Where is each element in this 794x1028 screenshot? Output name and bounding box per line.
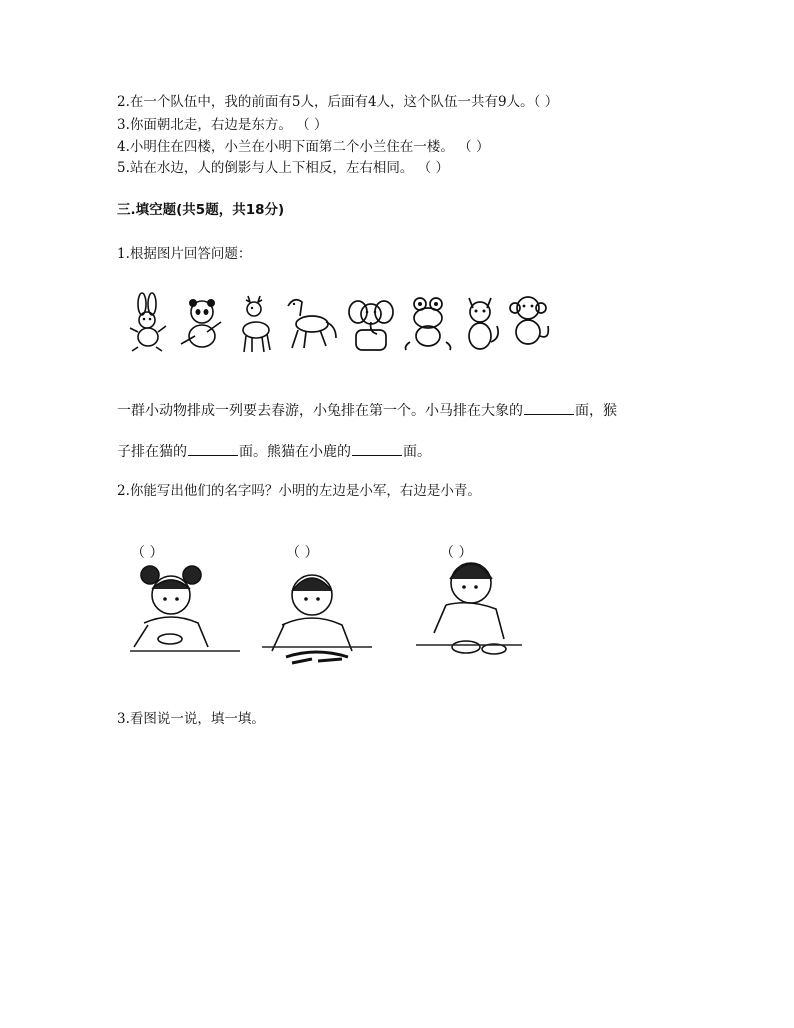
question-1-line-2 [117, 441, 431, 461]
q1-text-c: 子排在猫的 [117, 444, 187, 460]
girl-illustration [130, 555, 240, 665]
question-3-prompt: 3.看图说一说，填一填。 [117, 711, 265, 727]
boy-right-illustration [416, 555, 526, 670]
rabbit-illustration [124, 292, 172, 354]
judgment-item-3: 3.你面朝北走，右边是东方。 （ ） [117, 117, 328, 133]
question-1-prompt: 1.根据图片回答问题： [117, 246, 252, 262]
cat-illustration [457, 292, 503, 354]
horse-illustration [280, 292, 340, 354]
name-paren-right[interactable]: （ ） [440, 545, 473, 561]
name-paren-middle[interactable]: （ ） [286, 545, 319, 561]
monkey-illustration [505, 292, 553, 350]
boy-middle-illustration [262, 555, 372, 670]
q1-text-b: 面，猴 [575, 403, 617, 419]
name-paren-left[interactable]: （ ） [131, 545, 164, 561]
q1-text-e: 面。 [403, 444, 431, 460]
question-1-line-1 [117, 400, 617, 420]
panda-illustration [177, 292, 227, 354]
question-2-prompt: 2.你能写出他们的名字吗？小明的左边是小军，右边是小青。 [117, 483, 481, 499]
deer-illustration [230, 292, 280, 356]
answer-blank-1[interactable] [524, 400, 574, 415]
judgment-item-5: 5.站在水边，人的倒影与人上下相反，左右相同。 （ ） [117, 160, 449, 176]
answer-blank-3[interactable] [352, 441, 402, 456]
judgment-item-2: 2.在一个队伍中，我的前面有5人，后面有4人，这个队伍一共有9人。（ ） [117, 94, 559, 110]
q1-text-a: 一群小动物排成一列要去春游，小兔排在第一个。小马排在大象的 [117, 403, 523, 419]
section-heading: 三.填空题(共5题，共18分) [117, 202, 285, 218]
judgment-item-4: 4.小明住在四楼，小兰在小明下面第二个小兰住在一楼。 （ ） [117, 139, 490, 155]
answer-blank-2[interactable] [188, 441, 238, 456]
elephant-illustration [344, 292, 398, 354]
frog-illustration [402, 292, 454, 352]
q1-text-d: 面。熊猫在小鹿的 [239, 444, 351, 460]
